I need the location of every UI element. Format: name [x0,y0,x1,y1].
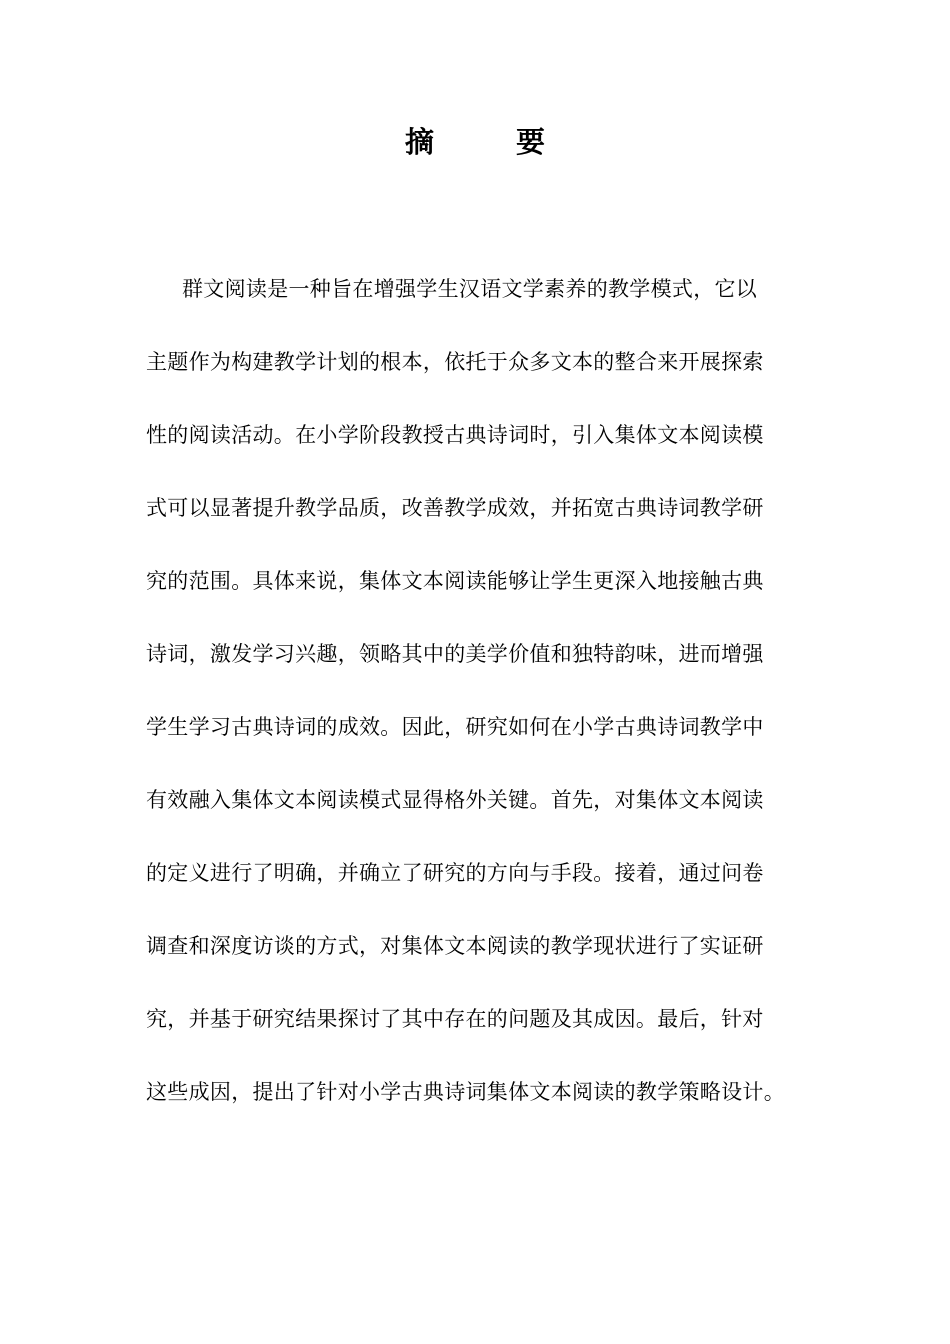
paragraph-line: 调查和深度访谈的方式，对集体文本阅读的教学现状进行了实证研 [146,934,764,958]
paragraph-line: 主题作为构建教学计划的根本，依托于众多文本的整合来开展探索 [146,350,764,374]
paragraph-line: 性的阅读活动。在小学阶段教授古典诗词时，引入集体文本阅读模 [146,423,764,447]
paragraph-line: 学生学习古典诗词的成效。因此，研究如何在小学古典诗词教学中 [146,715,764,739]
paragraph-line: 有效融入集体文本阅读模式显得格外关键。首先，对集体文本阅读 [146,788,764,812]
paragraph-line: 究的范围。具体来说，集体文本阅读能够让学生更深入地接触古典 [146,569,764,593]
paragraph-line: 这些成因，提出了针对小学古典诗词集体文本阅读的教学策略设计。 [146,1080,785,1104]
page-title: 摘 要 [404,125,582,159]
paragraph-line: 究，并基于研究结果探讨了其中存在的问题及其成因。最后，针对 [146,1007,764,1031]
paragraph-line: 群文阅读是一种旨在增强学生汉语文学素养的教学模式，它以 [182,277,758,301]
abstract-paragraph [146,253,810,1129]
paragraph-line: 式可以显著提升教学品质，改善教学成效，并拓宽古典诗词教学研 [146,496,764,520]
paragraph-line: 的定义进行了明确，并确立了研究的方向与手段。接着，通过问卷 [146,861,764,885]
paragraph-line: 诗词，激发学习兴趣，领略其中的美学价值和独特韵味，进而增强 [146,642,764,666]
